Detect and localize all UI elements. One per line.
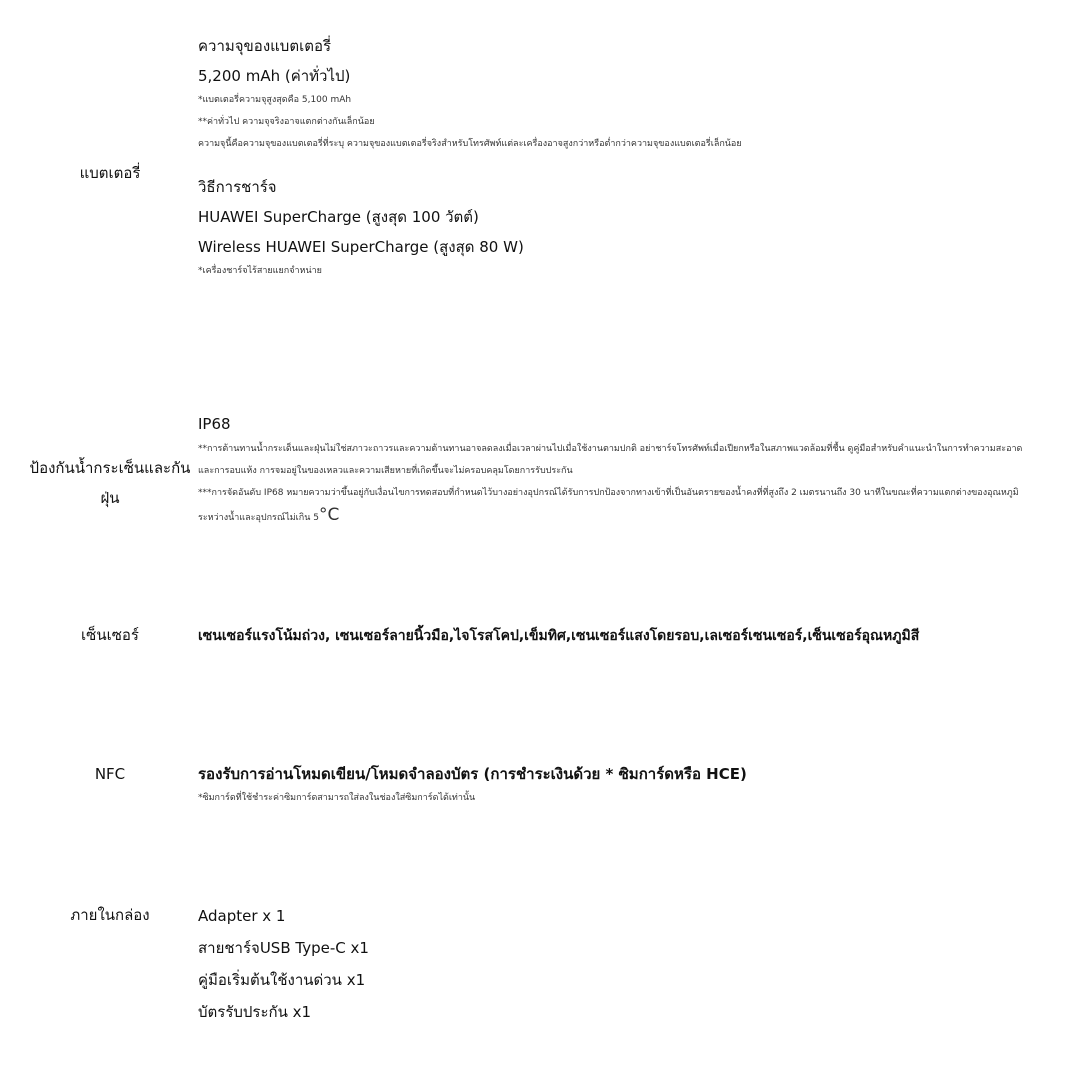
water-note-2 (198, 482, 1028, 529)
box-content (198, 906, 1038, 1022)
charging-item-2: Wireless HUAWEI SuperCharge (สูงสุด 80 W) (198, 238, 524, 256)
battery-capacity-value: 5,200 mAh (ค่าทั่วไป) (198, 67, 351, 85)
battery-capacity-note-1: *แบตเตอรี่ความจุสูงสุดคือ 5,100 mAh (198, 95, 352, 105)
battery-capacity-note-2: **ค่าทั่วไป ความจุจริงอาจแตกต่างกันเล็กน้อย (198, 117, 375, 127)
water-label: ป้องกันน้ำกระเซ็นและกันฝุ่น (29, 459, 191, 507)
water-note-1: **การต้านทานน้ำกระเด็นและฝุ่นไม่ใช่สภาวะถาวรและความต้านทานอาจลดลงเมื่อเวลาผ่านไปเมื่อใช้งานตามปกติ อย่าชาร์จโทรศัพท์เมื่อเปียกหรือในสภาพแวดล้อมที่ชื้น ดูคู่มือสำหรับคำแนะนำในการทำความสะอาดและการอบแห้ง การจมอยู่ในของเหลวและความเสียหายที่เกิดขึ้นจะไม่ครอบคลุมโดยการรับประกัน (198, 444, 1023, 476)
battery-content (198, 36, 1038, 278)
box-label: ภายในกล่อง (70, 906, 150, 924)
battery-capacity-note-3: ความจุนี้คือความจุของแบตเตอรี่ที่ระบุ ความจุของแบตเตอรี่จริงสำหรับโทรศัพท์แต่ละเครื่องอาจสูงกว่าหรือต่ำกว่าความจุของแบตเตอรี่เล็กน้อย (198, 139, 742, 149)
box-item-2: สายชาร์จUSB Type-C x1 (198, 939, 369, 957)
nfc-label: NFC (94, 765, 126, 783)
sensor-label: เซ็นเซอร์ (81, 626, 139, 644)
charging-item-1: HUAWEI SuperCharge (สูงสุด 100 วัตต์) (198, 208, 479, 226)
charging-title: วิธีการชาร์จ (198, 178, 277, 196)
charging-note: *เครื่องชาร์จไร้สายแยกจำหน่าย (198, 266, 322, 276)
sensor-content (198, 626, 1038, 646)
box-item-1: Adapter x 1 (198, 907, 286, 925)
battery-capacity-title: ความจุของแบตเตอรี่ (198, 37, 332, 55)
nfc-content (198, 764, 1038, 805)
water-note-2-unit: °C (318, 505, 340, 525)
water-rating: IP68 (198, 415, 231, 433)
nfc-value: รองรับการอ่านโหมดเขียน/โหมดจำลองบัตร (การชำระเงินด้วย * ซิมการ์ดหรือ HCE) (198, 765, 747, 783)
water-note-2-text: ***การจัดอันดับ IP68 หมายความว่าขึ้นอยู่กับเงื่อนไขการทดสอบที่กำหนดไว้บางอย่างอุปกรณ์ได้รับการปกป้องจากทางเข้าที่เป็นอันตรายของน้ำคงที่ที่สูงถึง 2 เมตรนานถึง 30 นาทีในขณะที่ความแตกต่างของอุณหภูมิระหว่างน้ำและอุปกรณ์ไม่เกิน 5 (198, 488, 1019, 523)
sensor-value: เซนเซอร์แรงโน้มถ่วง, เซนเซอร์ลายนิ้วมือ,ไจโรสโคป,เข็มทิศ,เซนเซอร์แสงโดยรอบ,เลเซอร์เซนเซอร์,เซ็นเซอร์อุณหภูมิสี (198, 628, 920, 644)
nfc-note: *ซิมการ์ดที่ใช้ชำระค่าซิมการ์ดสามารถใส่ลงในช่องใส่ซิมการ์ดได้เท่านั้น (198, 793, 476, 803)
battery-label: แบตเตอรี่ (79, 164, 141, 182)
box-item-4: บัตรรับประกัน x1 (198, 1003, 312, 1021)
box-item-3: คู่มือเริ่มต้นใช้งานด่วน x1 (198, 971, 366, 989)
water-content (198, 414, 1038, 529)
